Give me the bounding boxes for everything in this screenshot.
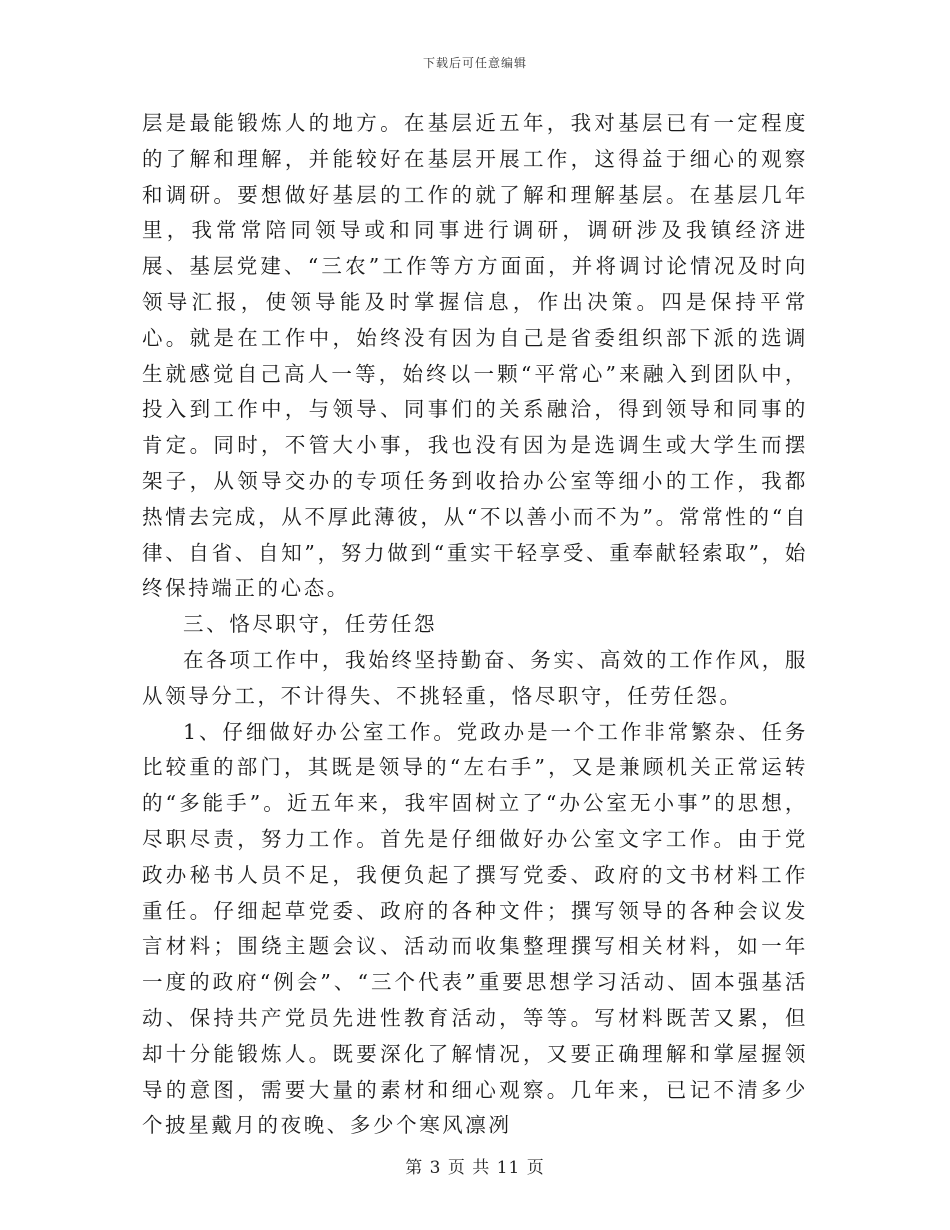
document-body — [142, 106, 808, 1144]
page-header-note: 下载后可任意编辑 — [422, 56, 527, 70]
paragraph-3: 1、仔细做好办公室工作。党政办是一个工作非常繁杂、任务比较重的部门，其既是领导的“左右手”，又是兼顾机关正常运转的“多能手”。近五年来，我牢固树立了“办公室无小事”的思想，尽职尽责，努力工作。首先是仔细做好办公室文字工作。由于党政办秘书人员不足，我便负起了撰写党委、政府的文书材料工作重任。仔细起草党委、政府的各种文件；撰写领导的各种会议发言材料；围绕主题会议、活动而收集整理撰写相关材料，如一年一度的政府“例会”、“三个代表”重要思想学习活动、固本强基活动、保持共产党员先进性教育活动，等等。写材料既苦又累，但却十分能锻炼人。既要深化了解情况，又要正确理解和掌屋握领导的意图，需要大量的素材和细心观察。几年来，已记不清多少个披星戴月的夜晚、多少个寒风凛冽 — [142, 719, 808, 1138]
paragraph-1: 层是最能锻炼人的地方。在基层近五年，我对基层已有一定程度的了解和理解，并能较好在基层开展工作，这得益于细心的观察和调研。要想做好基层的工作的就了解和理解基层。在基层几年里，我常常陪同领导或和同事进行调研，调研涉及我镇经济进展、基层党建、“三农”工作等方方面面，并将调讨论情况及时向领导汇报，使领导能及时掌握信息，作出决策。四是保持平常心。就是在工作中，始终没有因为自己是省委组织部下派的选调生就感觉自己高人一等，始终以一颗“平常心”来融入到团队中，投入到工作中，与领导、同事们的关系融洽，得到领导和同事的肯定。同时，不管大小事，我也没有因为是选调生或大学生而摆架子，从领导交办的专项任务到收拾办公室等细小的工作，我都热情去完成，从不厚此薄彼，从“不以善小而不为”。常常性的“自律、自省、自知”，努力做到“重实干轻享受、重奉献轻索取”，始终保持端正的心态。 — [142, 111, 808, 601]
section-heading: 三、恪尽职守，任劳任怨 — [183, 612, 438, 637]
page-number: 第 3 页 共 11 页 — [405, 1158, 545, 1178]
paragraph-2: 在各项工作中，我始终坚持勤奋、务实、高效的工作作风，服从领导分工，不计得失、不挑轻重，恪尽职守，任劳任怨。 — [142, 647, 808, 708]
